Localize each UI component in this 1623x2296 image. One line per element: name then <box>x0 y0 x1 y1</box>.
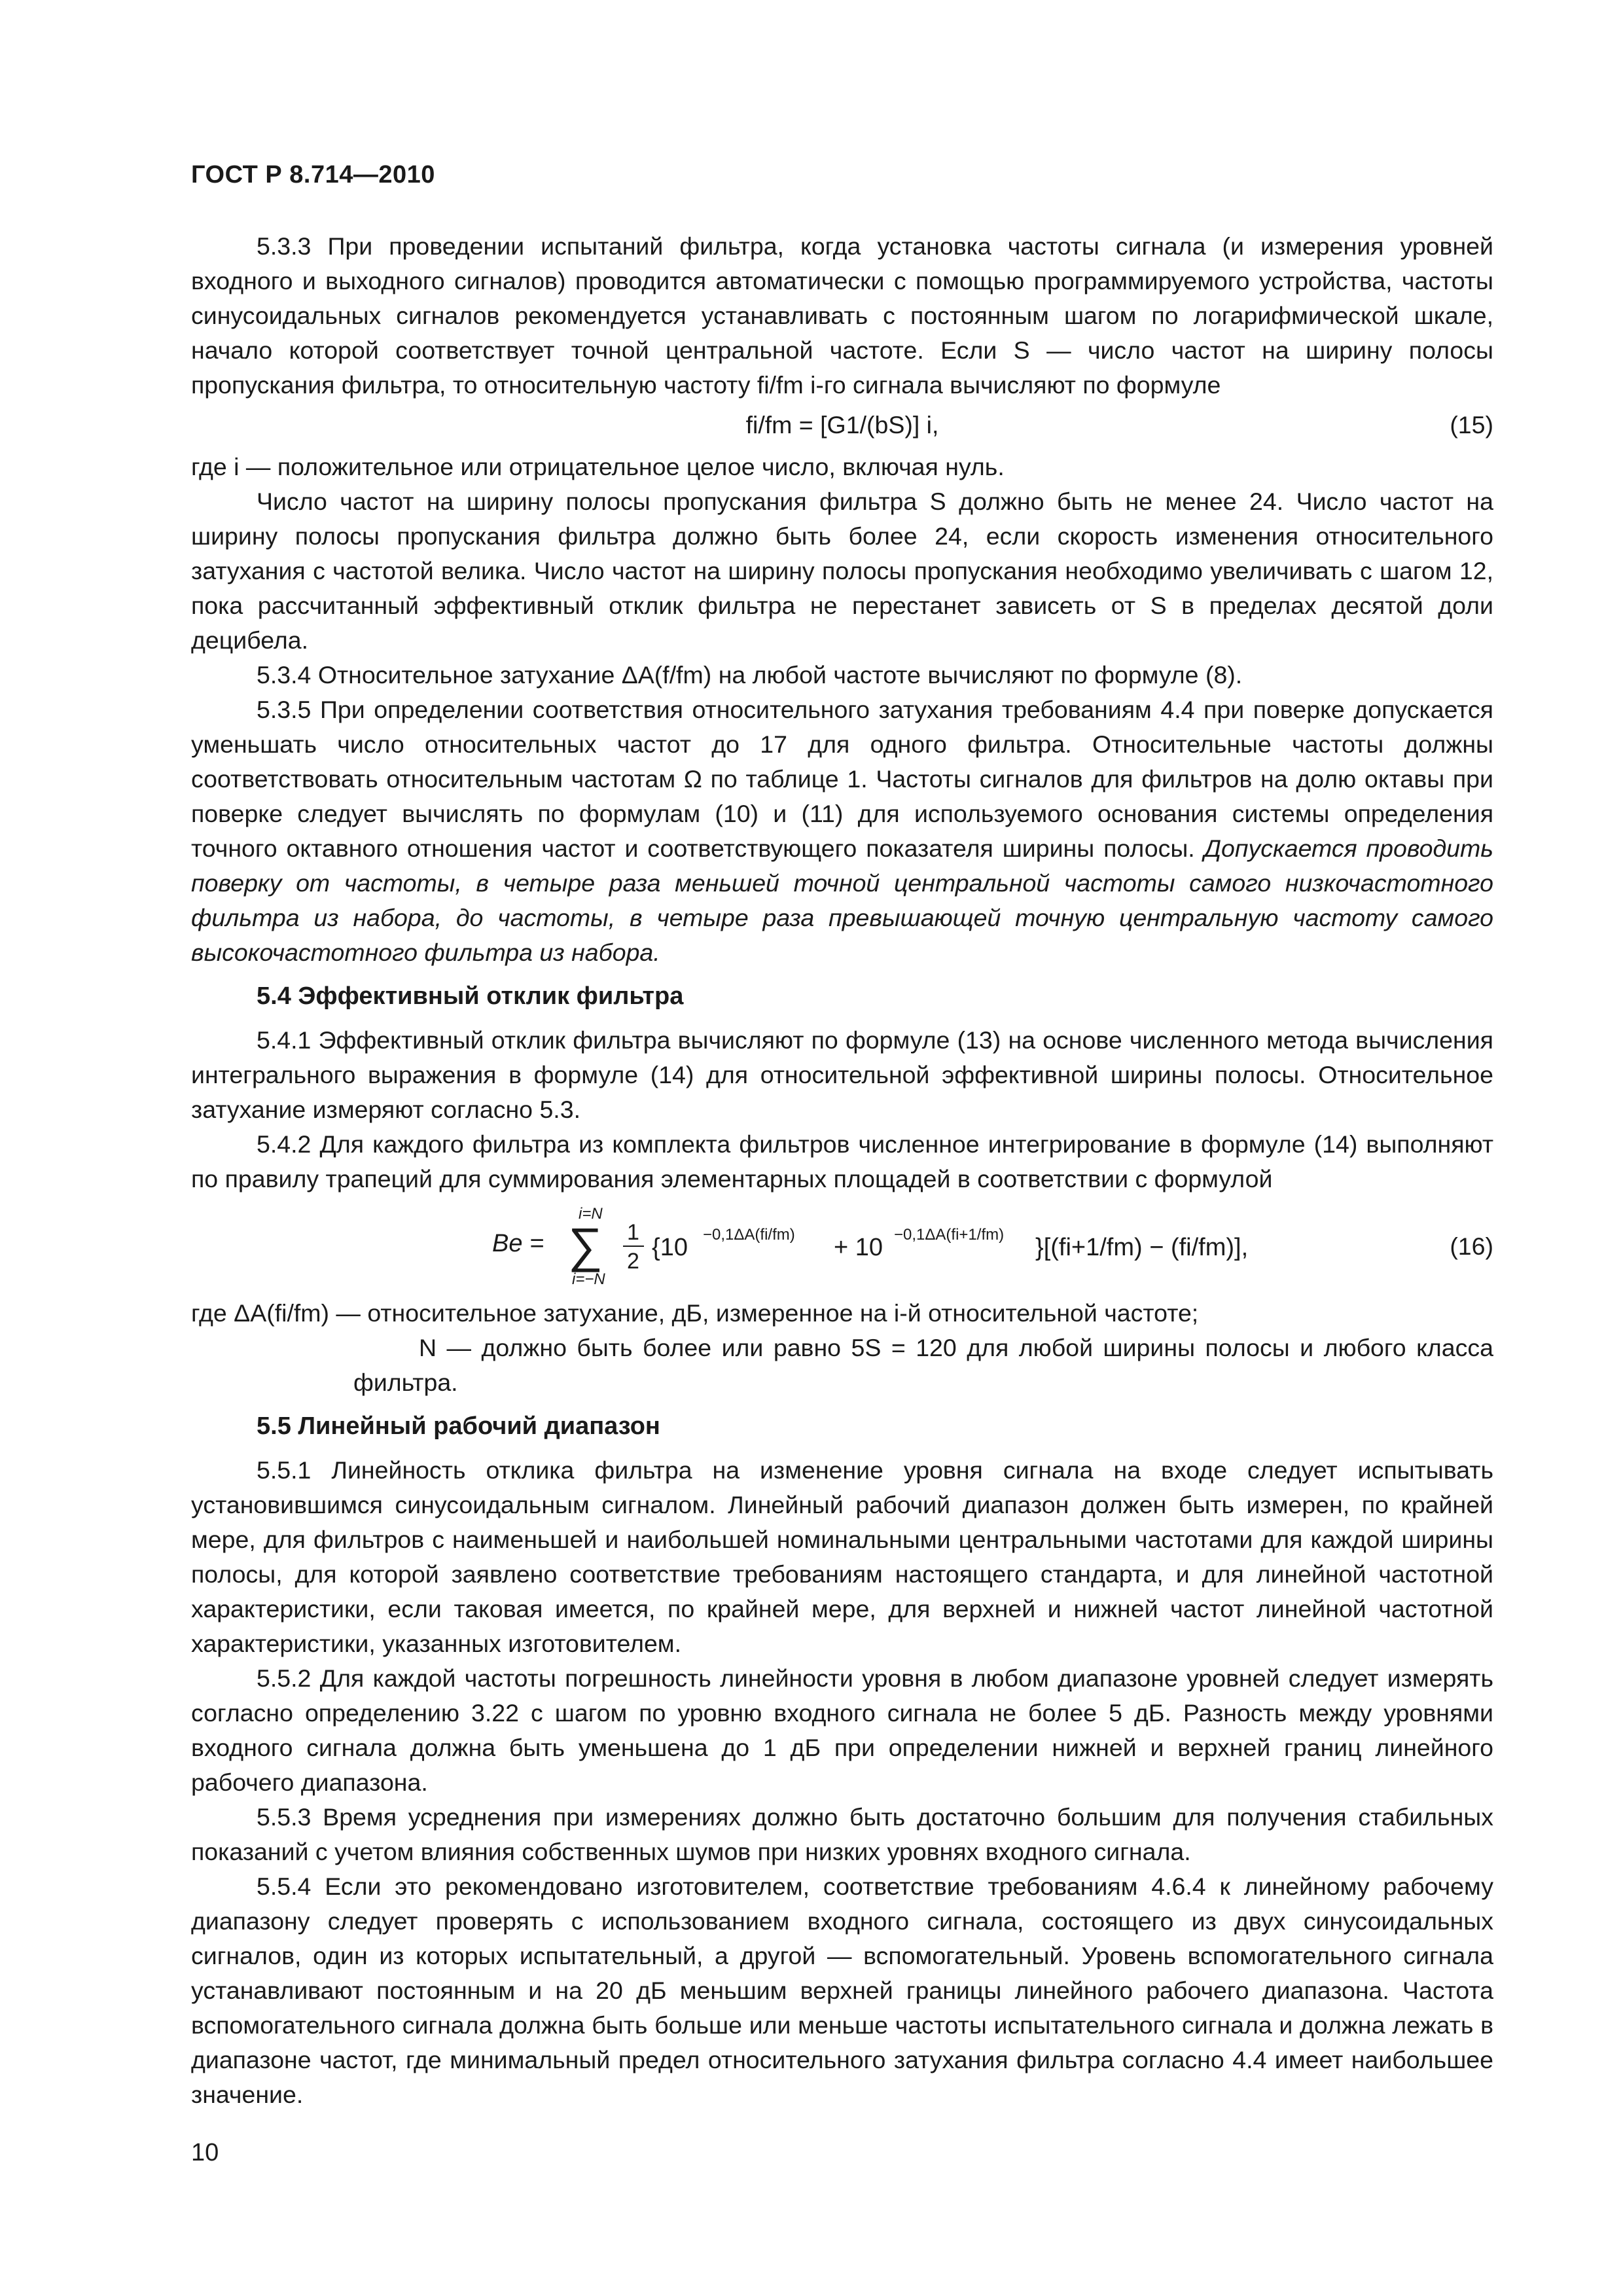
formula-16-frac-den: 2 <box>627 1249 639 1274</box>
formula-15-expression: fi/fm = [G1/(bS)] i, <box>745 411 939 439</box>
formula-16-number: (16) <box>1450 1232 1493 1260</box>
formula-16-lhs: Be = <box>492 1230 544 1257</box>
paragraph-5-5-1: 5.5.1 Линейность отклика фильтра на изменение уровня сигнала на входе следует испытывать установившимся синусоидальным сигналом. Линейный рабочий диапазон должен быть измерен, по крайней мере, для фильтров с наименьшей и наибольшей номинальными центральными частотами для каждой ширины полосы, для которой заявлено соответствие требованиям настоящего стандарта, и для линейной частотной характеристики, если таковая имеется, по крайней мере, для верхней и нижней частот линейной частотной характеристики, указанных изготовителем. <box>191 1456 1493 1657</box>
paragraph-5-3-5-text: 5.3.5 При определении соответствия относительного затухания требованиям 4.4 при поверке допускается уменьшать число относительных частот до 17 для одного фильтра. Относительные частоты должны соответствовать относительным частотам Ω по таблице 1. Частоты сигналов для фильтров на долю октавы при поверке следует вычислять по формулам (10) и (11) для используемого основания системы определения точного октавного отношения частот и соответствующего показателя ширины полосы. <box>191 696 1493 862</box>
formula-16-graphic <box>492 1203 1408 1289</box>
paragraph-number-of-frequencies: Число частот на ширину полосы пропускания фильтра S должно быть не менее 24. Число частот на ширину полосы пропускания фильтра должно быть более 24, если скорость изменения относительного затухания с частотой велика. Число частот на ширину полосы пропускания необходимо увеличивать с шагом 12, пока рассчитанный эффективный отклик фильтра не перестанет зависеть от S в пределах десятой доли децибела. <box>191 488 1493 654</box>
formula-16-sum-top: i=N <box>579 1205 603 1223</box>
paragraph-5-3-5-italic: Допускается проводить поверку от частоты, в четыре раза меньшей точной центральной частоты самого низкочастотного фильтра из набора, до частоты, в четыре раза превышающей точную центральную частоту самого высокочастотного фильтра из набора. <box>191 834 1493 966</box>
formula-16-plus: + 10 <box>834 1234 883 1261</box>
paragraph-5-5-4: 5.5.4 Если это рекомендовано изготовителем, соответствие требованиям 4.6.4 к линейному рабочему диапазону следует проверять с использованием входного сигнала, состоящего из двух синусоидальных сигналов, один из которых испытательный, а другой — вспомогательный. Уровень вспомогательного сигнала устанавливают постоянным и на 20 дБ меньшим верхней границы линейного рабочего диапазона. Частота вспомогательного сигнала должна быть больше или меньше частоты испытательного сигнала и должна лежать в диапазоне частот, где минимальный предел относительного затухания фильтра согласно 4.4 имеет наибольшее значение. <box>191 1873 1493 2108</box>
formula-16-sigma: ∑ <box>568 1218 603 1272</box>
paragraph-5-3-3: 5.3.3 При проведении испытаний фильтра, когда установка частоты сигнала (и измерения уровней входного и выходного сигналов) проводится автоматически с помощью программируемого устройства, частоты синусоидальных сигналов рекомендуется устанавливать с постоянным шагом по логарифмической шкале, начало которой соответствует точной центральной частоте. Если S — число частот на ширину полосы пропускания фильтра, то относительную частоту fi/fm i-го сигнала вычисляют по формуле <box>191 232 1493 399</box>
paragraph-where-delta-a: где ΔA(fi/fm) — относительное затухание, дБ, измеренное на i-й относительной частоте; <box>191 1299 1199 1327</box>
paragraph-5-3-5 <box>191 692 1493 970</box>
formula-16-frac-num: 1 <box>627 1220 639 1245</box>
formula-16 <box>191 1203 1493 1289</box>
formula-16-exp2: −0,1ΔA(fi+1/fm) <box>894 1226 1005 1244</box>
paragraph-5-4-1: 5.4.1 Эффективный отклик фильтра вычисляют по формуле (13) на основе численного метода вычисления интегрального выражения в формуле (14) для относительной эффективной ширины полосы. Относительное затухание измеряют согласно 5.3. <box>191 1026 1493 1123</box>
paragraph-where-n: N — должно быть более или равно 5S = 120 для любой ширины полосы и любого класса фильтра. <box>353 1334 1493 1396</box>
formula-16-sum-bottom: i=−N <box>572 1270 605 1288</box>
section-heading-5-4: 5.4 Эффективный отклик фильтра <box>257 982 684 1010</box>
paragraph-5-3-4: 5.3.4 Относительное затухание ΔA(f/fm) на любой частоте вычисляют по формуле (8). <box>257 661 1243 689</box>
paragraph-where-i: где i — положительное или отрицательное целое число, включая нуль. <box>191 453 1005 480</box>
section-heading-5-5: 5.5 Линейный рабочий диапазон <box>257 1412 660 1440</box>
document-header: ГОСТ Р 8.714—2010 <box>191 161 435 188</box>
formula-16-exp1: −0,1ΔA(fi/fm) <box>703 1226 795 1244</box>
formula-15-number: (15) <box>1450 411 1493 439</box>
paragraph-5-5-2: 5.5.2 Для каждой частоты погрешность линейности уровня в любом диапазоне уровней следует измерять согласно определению 3.22 с шагом по уровню входного сигнала не более 5 дБ. Разность между уровнями входного сигнала должна быть уменьшена до 1 дБ при определении нижней и верхней границ линейного рабочего диапазона. <box>191 1664 1493 1796</box>
paragraph-5-5-3: 5.5.3 Время усреднения при измерениях должно быть достаточно большим для получения стабильных показаний с учетом влияния собственных шумов при низких уровнях входного сигнала. <box>191 1803 1493 1865</box>
paragraph-5-4-2: 5.4.2 Для каждого фильтра из комплекта фильтров численное интегрирование в формуле (14) выполняют по правилу трапеций для суммирования элементарных площадей в соответствии с формулой <box>191 1130 1493 1193</box>
page-number: 10 <box>191 2139 219 2166</box>
formula-15 <box>191 408 1493 444</box>
document-body <box>191 229 1493 2112</box>
formula-16-body1: {10 <box>652 1234 688 1261</box>
formula-16-body2: }[(fi+1/fm) − (fi/fm)], <box>1035 1234 1249 1261</box>
